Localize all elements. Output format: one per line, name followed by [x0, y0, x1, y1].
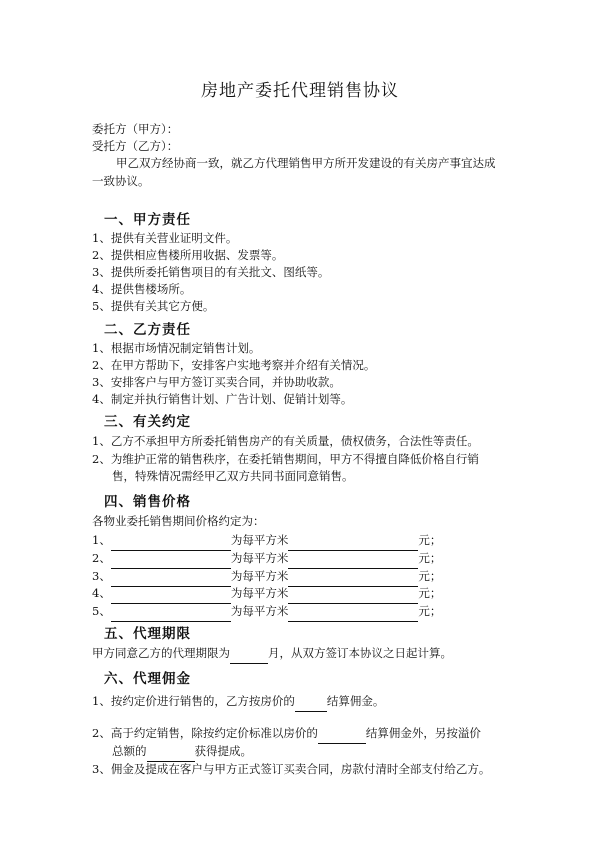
- list-item: 3、佣金及提成在客户与甲方正式签订买卖合同，房款付清时全部支付给乙方。: [92, 762, 491, 776]
- commission-rate-blank[interactable]: [295, 695, 327, 712]
- commission-text-after: 结算佣金。: [326, 694, 385, 708]
- price-row-currency: 元；: [418, 569, 442, 583]
- price-row: [92, 532, 441, 551]
- term-text-before: 甲方同意乙方的代理期限为: [92, 646, 230, 660]
- bonus-text-after: 获得提成。: [194, 744, 252, 758]
- term-line: [92, 645, 452, 664]
- section-heading-2: 二、乙方责任: [104, 322, 191, 338]
- bonus-rate-blank[interactable]: [147, 745, 195, 762]
- price-row: [92, 585, 441, 604]
- price-row: [92, 550, 441, 569]
- property-name-blank[interactable]: [111, 534, 231, 551]
- section-heading-6: 六、代理佣金: [104, 671, 191, 687]
- property-name-blank[interactable]: [111, 605, 231, 622]
- price-amount-blank[interactable]: [288, 605, 418, 622]
- price-row-number: 2、: [92, 551, 111, 565]
- intro-line-1: 甲乙双方经协商一致，就乙方代理销售甲方所开发建设的有关房产事宜达成: [116, 156, 496, 170]
- price-row-currency: 元；: [418, 551, 442, 565]
- list-item: 3、安排客户与甲方签订买卖合同，并协助收款。: [92, 375, 341, 389]
- bonus-text-before: 总额的: [112, 744, 147, 758]
- list-item: 1、提供有关营业证明文件。: [92, 231, 238, 245]
- price-row-currency: 元；: [418, 604, 442, 618]
- list-item: 3、提供所委托销售项目的有关批文、图纸等。: [92, 265, 330, 279]
- list-item: 1、乙方不承担甲方所委托销售房产的有关质量，债权债务，合法性等责任。: [92, 434, 479, 448]
- price-amount-blank[interactable]: [288, 534, 418, 551]
- list-item: 2、为维护正常的销售秩序，在委托销售期间，甲方不得擅自降低价格自行销: [92, 452, 479, 466]
- price-intro: 各物业委托销售期间价格约定为：: [92, 514, 265, 528]
- list-item: 2、在甲方帮助下，安排客户实地考察并介绍有关情况。: [92, 358, 376, 372]
- list-item: 5、提供有关其它方便。: [92, 299, 215, 313]
- price-row-number: 4、: [92, 586, 111, 600]
- price-amount-blank[interactable]: [288, 552, 418, 569]
- section-heading-5: 五、代理期限: [104, 626, 191, 642]
- party-b-label: 受托方（乙方）：: [92, 139, 179, 153]
- list-item: 1、根据市场情况制定销售计划。: [92, 341, 261, 355]
- list-item: 2、提供相应售楼所用收据、发票等。: [92, 248, 284, 262]
- price-row-number: 1、: [92, 533, 111, 547]
- price-row: [92, 603, 441, 622]
- price-row-currency: 元；: [418, 586, 442, 600]
- list-item: 4、提供售楼场所。: [92, 282, 192, 296]
- property-name-blank[interactable]: [111, 587, 231, 604]
- premium-text-after: 结算佣金外，另按溢价: [365, 726, 481, 740]
- list-item: 4、制定并执行销售计划、广告计划、促销计划等。: [92, 392, 353, 406]
- price-row-number: 3、: [92, 569, 111, 583]
- price-row-unit-label: 为每平方米: [230, 586, 289, 600]
- section-heading-1: 一、甲方责任: [104, 212, 191, 228]
- price-row-unit-label: 为每平方米: [230, 604, 289, 618]
- term-text-after: 月，从双方签订本协议之日起计算。: [268, 646, 452, 660]
- document-title: 房地产委托代理销售协议: [201, 81, 399, 101]
- section-heading-4: 四、销售价格: [104, 494, 191, 510]
- list-item: [92, 725, 481, 744]
- price-row-unit-label: 为每平方米: [230, 533, 289, 547]
- premium-rate-blank[interactable]: [318, 727, 366, 744]
- premium-text-before: 2、高于约定销售，除按约定价标准以房价的: [92, 726, 318, 740]
- price-amount-blank[interactable]: [288, 587, 418, 604]
- list-item-continuation: [112, 743, 252, 762]
- list-item: [92, 693, 384, 712]
- commission-text-before: 1、按约定价进行销售的，乙方按房价的: [92, 694, 295, 708]
- price-row-currency: 元；: [418, 533, 442, 547]
- list-item-continuation: 售，特殊情况需经甲乙双方共同书面同意销售。: [112, 469, 354, 483]
- intro-line-2: 一致协议。: [92, 174, 150, 188]
- term-months-blank[interactable]: [230, 647, 268, 664]
- price-row-unit-label: 为每平方米: [230, 569, 289, 583]
- party-a-label: 委托方（甲方）：: [92, 122, 179, 136]
- property-name-blank[interactable]: [111, 552, 231, 569]
- section-heading-3: 三、有关约定: [104, 414, 191, 430]
- price-row-number: 5、: [92, 604, 111, 618]
- price-row-unit-label: 为每平方米: [230, 551, 289, 565]
